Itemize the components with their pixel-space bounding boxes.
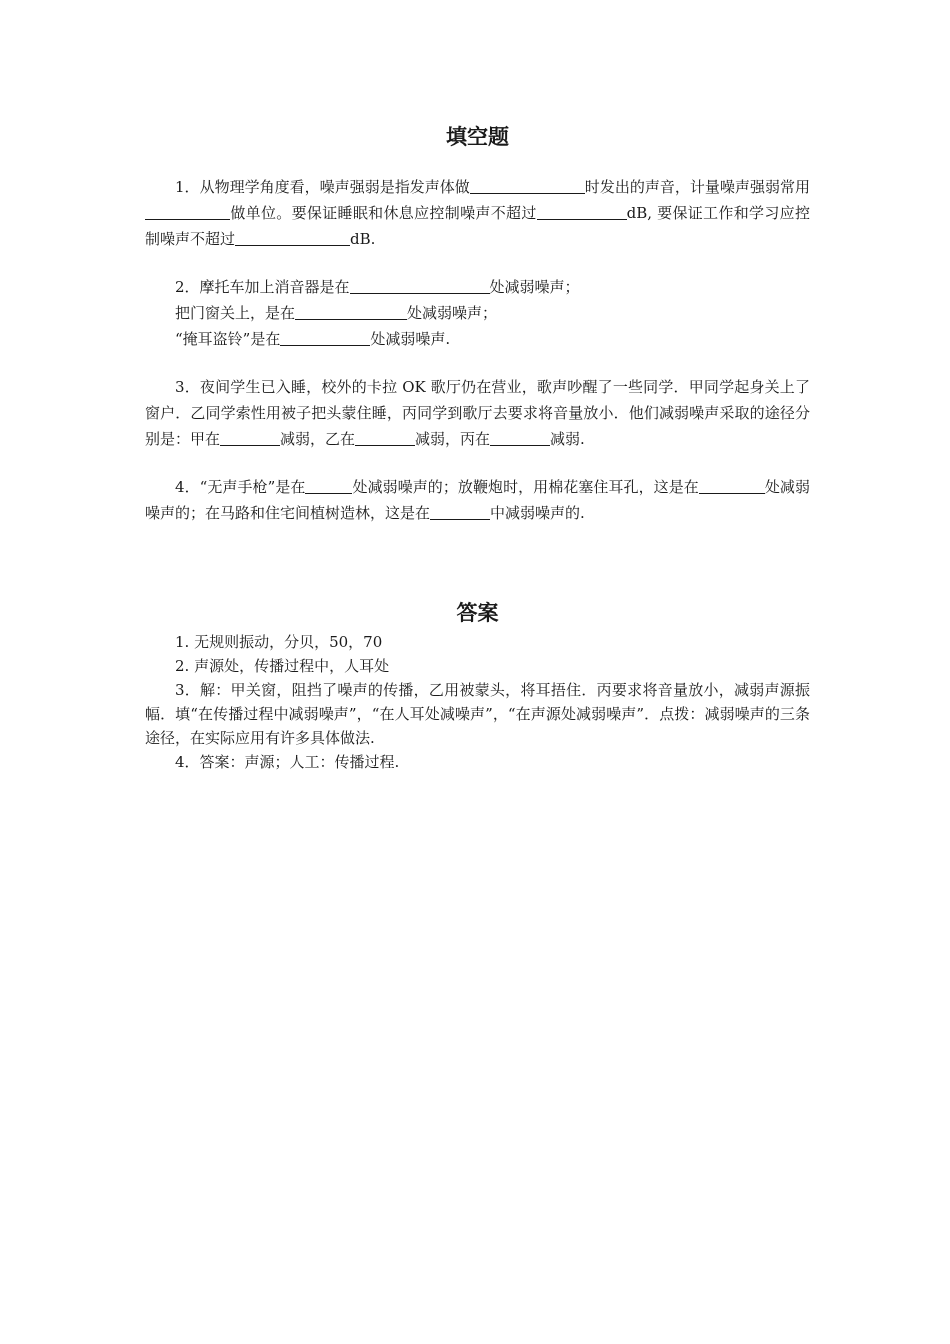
answers-section [145,596,810,774]
answer-1: 1. 无规则振动，分贝，50，70 [175,633,383,651]
question-2-line-2: 把门窗关上，是在 处减弱噪声； [175,304,498,322]
answer-blank [295,303,407,320]
answer-blank [731,477,765,494]
answer-4: 4．答案：声源；人工：传播过程. [175,753,400,771]
answer-blank [220,429,280,446]
question-3: 3．夜间学生已入睡，校外的卡拉 OK 歌厅仍在营业，歌声吵醒了一些同学．甲同学起身关上了窗户．乙同学索性用被子把头蒙住睡，丙同学到歌厅去要求将音量放小．他们减弱噪声采取的途径分别是：甲在 减弱，乙在 减弱，丙在 减弱. [145,378,810,448]
answer-blank [699,477,731,494]
answer-blank [470,177,585,194]
answer-blank [305,477,352,494]
answer-blank [537,203,627,220]
answer-blank [355,429,415,446]
answer-2: 2. 声源处，传播过程中，人耳处 [175,657,390,675]
question-4: 4．“无声手枪”是在 处减弱噪声的；放鞭炮时，用棉花塞住耳孔，这是在 处减弱噪声的；在马路和住宅间植树造林，这是在 中减弱噪声的. [145,478,810,522]
question-2-line-3: “掩耳盗铃”是在 处减弱噪声. [175,330,451,348]
answer-blank [350,277,490,294]
answer-blank [280,329,370,346]
document-content [145,120,810,774]
answers-title: 答案 [456,601,499,625]
answer-blank [235,229,350,246]
answer-blank [490,429,550,446]
question-2: 2．摩托车加上消音器是在 处减弱噪声； [175,278,580,296]
answer-blank [145,203,230,220]
answer-blank [430,503,490,520]
answer-3: 3．解：甲关窗，阻挡了噪声的传播，乙用被蒙头，将耳捂住．丙要求将音量放小，减弱声源振幅．填“在传播过程中减弱噪声”，“在人耳处减噪声”，“在声源处减弱噪声”．点拨：减弱噪声的三条途径，在实际应用有许多具体做法. [145,681,810,747]
page-title: 填空题 [446,125,509,149]
question-1: 1．从物理学角度看，噪声强弱是指发声体做 时发出的声音，计量噪声强弱常用做单位。要保证睡眠和休息应控制噪声不超过 dB, 要保证工作和学习应控制噪声不超过 dB. [145,178,810,248]
